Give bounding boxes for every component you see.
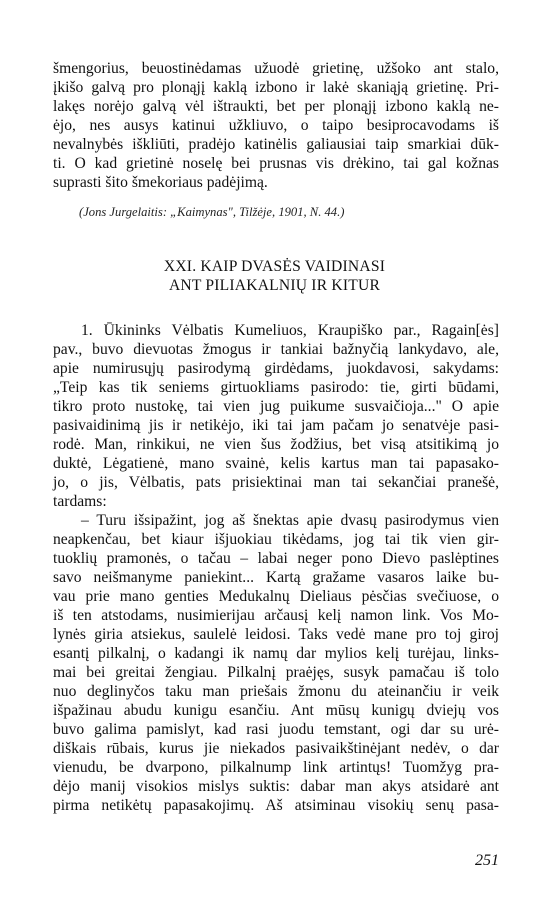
text-line: lynės giria atsiekus, saulelė leidosi. Taks vedė mane pro toj giroj <box>53 626 499 643</box>
text-line: pav., buvo dievuotas žmogus ir tankiai bažnyčią lankydavo, ale, <box>53 341 499 358</box>
text-line: 1. Ūkininks Vėlbatis Kumeliuos, Kraupiško par., Ragain[ės] <box>81 322 499 339</box>
chapter-heading-line-1: XXI. KAIP DVASĖS VAIDINASI <box>163 258 386 275</box>
text-line: apie numirusųjų pasirodymą girdėdams, juokdavosi, sakydams: <box>53 360 499 377</box>
text-line: nevalnybės iškliūti, pradėjo katinėlis galiausiai taip smarkiai dūk- <box>53 136 499 153</box>
text-line: iš ten atstodams, nusimierijau arčausį kelį namon link. Vos Mo- <box>53 607 499 624</box>
chapter-heading-line-2: ANT PILIAKALNIŲ IR KITUR <box>168 277 381 294</box>
text-line: savo neišmanyme paniekint... Kartą gražame vasaros laike bu- <box>53 569 499 586</box>
text-line: šmengorius, beuostinėdamas užuodė grietinę, užšoko ant stalo, <box>53 60 499 77</box>
text-line: įkišo galvą pro plonąjį kaklą izbono ir lakė skaniąją grietinę. Pri- <box>53 79 499 96</box>
text-line: mai bei greitai žengiau. Pilkalnį praėjęs, susyk pamačau iš tolo <box>53 664 499 681</box>
text-line: „Teip kas tik seniems girtuokliams pasirodo: tie, girti būdami, <box>53 379 499 396</box>
text-line: esantį pilkalnį, o kadangi ik namų dar mylios kelį turėjau, links- <box>53 645 499 662</box>
text-line: vienudu, be dvarpono, pilkalnump link artintųs! Tuomžyg pra- <box>53 759 499 776</box>
text-line: lakęs norėjo galvą vėl ištraukti, bet per plonąjį izbono kaklą ne- <box>53 98 499 115</box>
text-line: dėjo manij visokios mislys suktis: dabar man akys atsidarė ant <box>53 778 499 795</box>
text-line: ėjo, nes ausys katinui užkliuvo, o taipo besiprocavodams iš <box>53 117 499 134</box>
text-line: diškais rūbais, kurus jie niekados pasivaikštinėjant nedėv, o dar <box>53 740 499 757</box>
text-line: suprasti šito šmekoriaus padėjimą. <box>53 174 268 191</box>
text-line: tardams: <box>53 493 107 510</box>
text-line: – Turu išsipažint, jog aš šnektas apie dvasų pasirodymus vien <box>81 512 499 529</box>
text-line: tikro proto nustokę, tai vien jug puikume susvaičioja..." O apie <box>53 398 499 415</box>
text-line: pirma netikėtų papasakojimų. Aš atsiminau visokių senų pasa- <box>53 797 499 814</box>
text-line: tuoklių pramonės, o tačau – labai neger pono Dievo paslėptines <box>53 550 499 567</box>
source-citation: (Jons Jurgelaitis: „Kaimynas", Tilžėje, 1901, N. 44.) <box>79 205 345 219</box>
text-line: išpažinau abudu kunigu esančiu. Ant mūsų kunigų dviejų vos <box>53 702 499 719</box>
text-line: neapkenčau, bet kiaur išjuokiau tikėdams, jog tai tik vien gir- <box>53 531 499 548</box>
page-number: 251 <box>475 852 499 869</box>
text-line: duktė, Lėgatienė, mano svainė, kelis kartus man tai papasako- <box>53 455 499 472</box>
text-line: pasivaidinimą jis ir netikėjo, iki tai jam pačam jo senatvėje pasi- <box>53 417 499 434</box>
text-line: ti. O kad grietinė noselę bei prusnas vis drėkino, tai gal kožnas <box>53 155 499 172</box>
text-line: nuo deglinyčos taku man priešais žmonu du ateinančiu ir veik <box>53 683 499 700</box>
text-line: vau prie mano genties Medukalnų Dieliaus pėsčias svečiuose, o <box>53 588 499 605</box>
text-line: jo, o jis, Vėlbatis, pats prisiektinai man tai sekančiai pranešė, <box>53 474 499 491</box>
text-line: buvo galima pamislyt, kad rasi juodu temstant, ogi dar su urė- <box>53 721 499 738</box>
text-line: rodė. Man, rinkikui, ne vien šus žodžius, bet visą atsitikimą jo <box>53 436 499 453</box>
